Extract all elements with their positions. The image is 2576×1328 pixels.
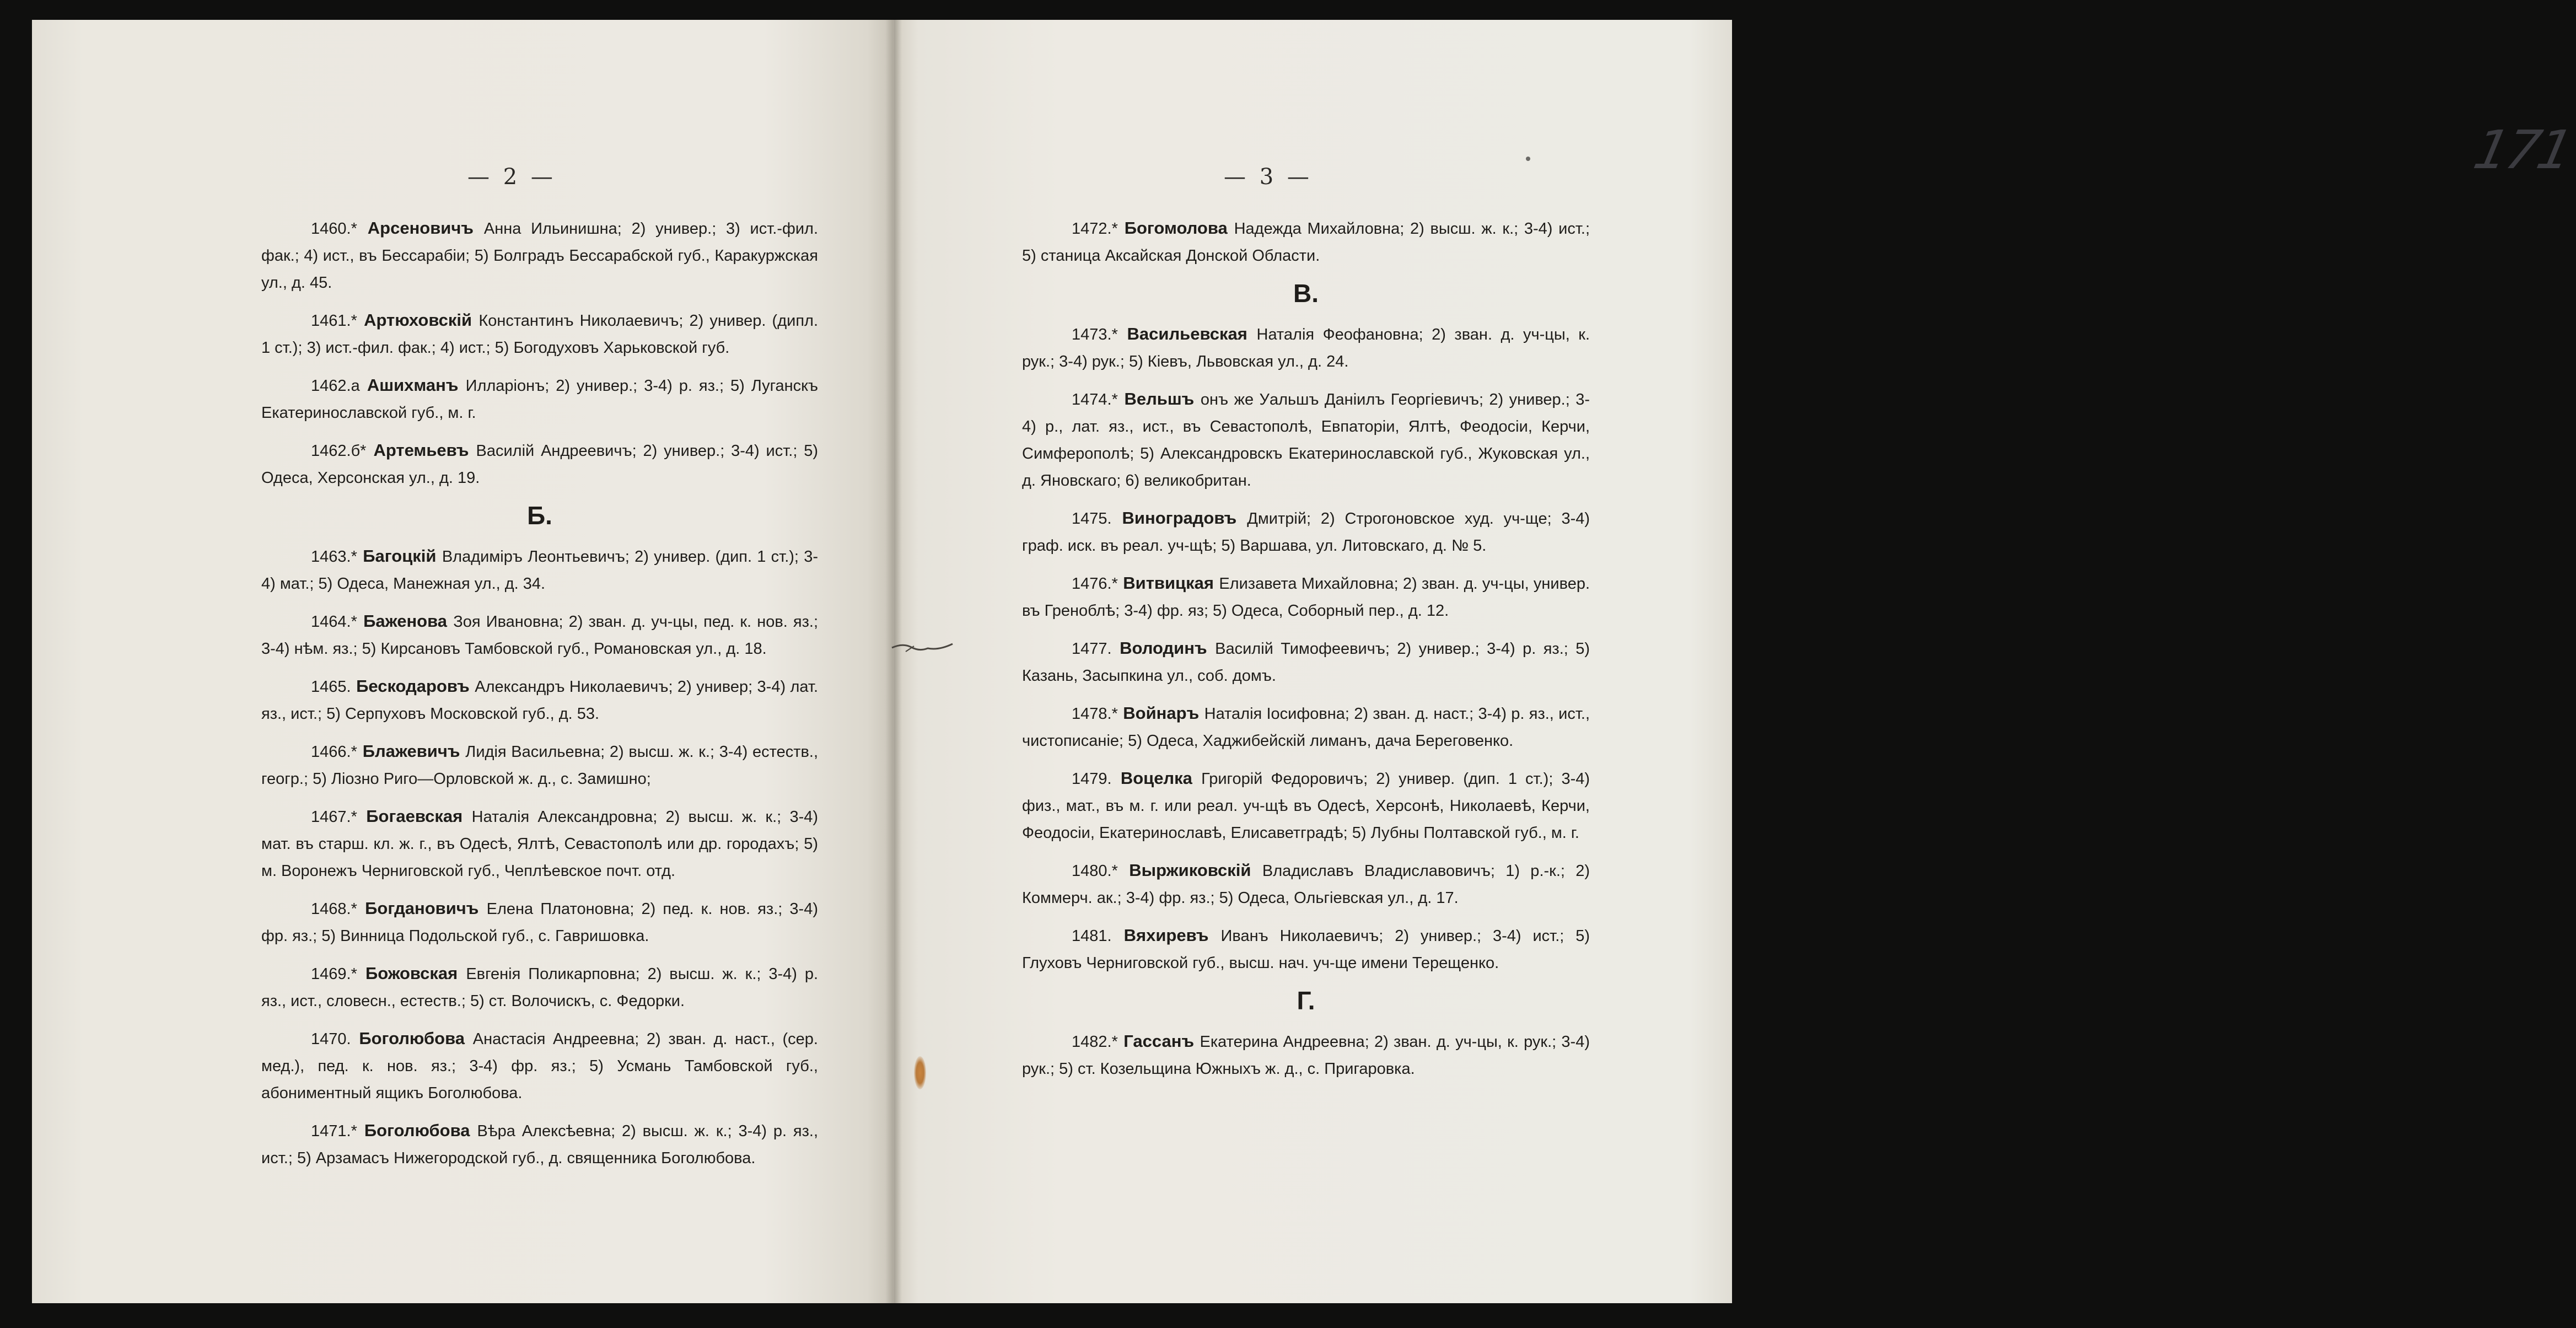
entry-surname: Ашихманъ	[367, 375, 459, 395]
register-entry	[1022, 570, 1590, 624]
register-entry	[1022, 700, 1590, 754]
entry-details: онъ же Уальшъ Даніилъ Георгіевичъ; 2) универ.; 3-4) р., лат. яз., ист., въ Севастополѣ, Евпаторіи, Ялтѣ, Феодосіи, Керчи, Симферополѣ; 5) Александровскъ Екатеринославской губ., Жуковская ул., д. Яновскаго; 6) великобритан.	[1022, 391, 1590, 490]
entry-details: Евгенія Поликарповна; 2) высш. ж. к.; 3-4) р. яз., ист., словесн., естеств.; 5) ст. Волочискъ, с. Федорки.	[261, 965, 819, 1010]
entry-number: 1473.*	[1072, 326, 1118, 343]
right-page-number: — 3 —	[1224, 164, 1313, 190]
entry-surname: Володинъ	[1120, 638, 1207, 658]
register-entry	[261, 673, 818, 727]
entry-details: Елена Платоновна; 2) пед. к. нов. яз.; 3-4) фр. яз.; 5) Винница Подольской губ., с. Гавришовка.	[261, 900, 818, 945]
entry-surname: Витвицкая	[1123, 573, 1214, 593]
right-column	[1022, 215, 1590, 1093]
register-entry	[261, 738, 818, 792]
register-entry	[261, 960, 818, 1014]
entry-surname: Войнаръ	[1123, 703, 1200, 723]
entry-surname: Виноградовъ	[1122, 508, 1237, 528]
section-letter: Г.	[1297, 986, 1315, 1015]
entry-details: Анастасія Андреевна; 2) зван. д. наст., (сер. мед.), пед. к. нов. яз.; 3-4) фр. яз.; 5) Усмань Тамбовской губ., абониментный ящикъ Боголюбова.	[261, 1030, 818, 1102]
entry-number: 1481.	[1072, 927, 1112, 945]
entry-number: 1463.*	[311, 548, 357, 566]
register-entry	[261, 215, 818, 296]
entry-surname: Выржиковскій	[1129, 861, 1251, 880]
entry-number: 1475.	[1072, 510, 1112, 528]
register-entry	[261, 543, 818, 597]
entry-surname: Арсеновичъ	[367, 218, 474, 238]
entry-details: Григорій Федоровичъ; 2) универ. (дип. 1 ст.); 3-4) физ., мат., въ м. г. или реал. уч-щѣ въ Одесѣ, Херсонѣ, Николаевѣ, Керчи, Феодосіи, Екатеринославѣ, Елисаветградѣ; 5) Лубны Полтавской губ., м. г.	[1022, 770, 1590, 842]
entry-surname: Богаевская	[366, 807, 463, 826]
entry-number: 1470.	[311, 1030, 351, 1048]
entry-surname: Божовская	[365, 964, 458, 983]
entry-number: 1471.*	[311, 1122, 357, 1140]
register-entry	[261, 895, 818, 949]
entry-details: Владиславъ Владиславовичъ; 1) р.-к.; 2) Коммерч. ак.; 3-4) фр. яз.; 5) Одеса, Ольгіевская ул., д. 17.	[1022, 862, 1590, 907]
entry-number: 1472.*	[1072, 220, 1118, 238]
entry-number: 1482.*	[1072, 1033, 1118, 1051]
register-entry	[1022, 1028, 1590, 1082]
entry-surname: Боголюбова	[364, 1121, 470, 1140]
scan-frame	[32, 20, 2576, 1303]
section-letter: Б.	[527, 501, 552, 530]
register-entry	[261, 608, 818, 662]
entry-details: Надежда Михайловна; 2) высш. ж. к.; 3-4) ист.; 5) станица Аксайская Донской Области.	[1022, 220, 1590, 265]
entry-number: 1480.*	[1072, 862, 1118, 880]
entry-surname: Гассанъ	[1123, 1031, 1195, 1051]
register-entry	[1022, 922, 1590, 976]
entry-details: Василій Тимофеевичъ; 2) универ.; 3-4) р. яз.; 5) Казань, Засыпкина ул., соб. домъ.	[1022, 640, 1590, 685]
entry-details: Наталія Іосифовна; 2) зван. д. наст.; 3-4) р. яз., ист., чистописаніе; 5) Одеса, Хаджибейскій лиманъ, дача Береговенко.	[1022, 705, 1590, 750]
section-letter: В.	[1293, 279, 1319, 308]
entry-surname: Баженова	[363, 611, 448, 631]
entry-number: 1479.	[1072, 770, 1112, 788]
entry-surname: Артемьевъ	[373, 440, 469, 460]
book-gutter	[885, 20, 902, 1303]
entry-surname: Артюховскій	[364, 310, 472, 330]
entry-details: Екатерина Андреевна; 2) зван. д. уч-цы, к. рук.; 3-4) рук.; 5) ст. Козельщина Южныхъ ж. д., с. Пригаровка.	[1022, 1033, 1590, 1078]
register-entry	[261, 372, 818, 426]
entry-number: 1462.б*	[311, 442, 367, 460]
entry-number: 1468.*	[311, 900, 357, 918]
register-entry	[1022, 215, 1590, 269]
ink-dot	[1526, 157, 1530, 161]
entry-details: Елизавета Михайловна; 2) зван. д. уч-цы, универ. въ Греноблѣ; 3-4) фр. яз; 5) Одеса, Соборный пер., д. 12.	[1022, 575, 1590, 620]
register-entry	[1022, 386, 1590, 494]
entry-surname: Богомолова	[1124, 218, 1228, 238]
entry-details: Зоя Ивановна; 2) зван. д. уч-цы, пед. к. нов. яз.; 3-4) нѣм. яз.; 5) Кирсановъ Тамбовской губ., Романовская ул., д. 18.	[261, 613, 819, 658]
register-entry	[1022, 765, 1590, 846]
entry-number: 1469.*	[311, 965, 357, 983]
register-entry	[261, 803, 818, 884]
entry-details: Наталія Александровна; 2) высш. ж. к.; 3-4) мат. въ старш. кл. ж. г., въ Одесѣ, Ялтѣ, Севастополѣ или др. городахъ; 5) м. Воронежъ Черниговской губ., Чеплѣевское почт. отд.	[261, 808, 819, 880]
entry-details: Константинъ Николаевичъ; 2) универ. (дипл. 1 ст.); 3) ист.-фил. фак.; 4) ист.; 5) Богодуховъ Харьковской губ.	[261, 312, 819, 357]
entry-details: Дмитрій; 2) Строгоновское худ. уч-ще; 3-4) граф. иск. въ реал. уч-щѣ; 5) Варшава, ул. Литовскаго, д. № 5.	[1022, 510, 1590, 555]
entry-surname: Боголюбова	[359, 1029, 465, 1048]
thread-stitch-icon	[889, 639, 955, 656]
entry-details: Илларіонъ; 2) универ.; 3-4) р. яз.; 5) Луганскъ Екатеринославской губ., м. г.	[261, 377, 818, 422]
entry-number: 1477.	[1072, 640, 1112, 658]
register-entry	[261, 1025, 818, 1106]
entry-surname: Бескодаровъ	[356, 676, 470, 696]
entry-details: Вѣра Алексѣевна; 2) высш. ж. к.; 3-4) р. яз., ист.; 5) Арзамасъ Нижегородской губ., д. священника Боголюбова.	[261, 1122, 819, 1167]
register-entry	[1022, 321, 1590, 375]
entry-number: 1474.*	[1072, 391, 1118, 408]
entry-details: Лидія Васильевна; 2) высш. ж. к.; 3-4) естеств., геогр.; 5) Ліозно Риго—Орловской ж. д., с. Замишно;	[261, 743, 818, 788]
entry-details: Василій Андреевичъ; 2) универ.; 3-4) ист.; 5) Одеса, Херсонская ул., д. 19.	[261, 442, 819, 487]
entry-details: Наталія Феофановна; 2) зван. д. уч-цы, к. рук.; 3-4) рук.; 5) Кіевъ, Львовская ул., д. 24.	[1022, 326, 1590, 370]
entry-number: 1464.*	[311, 613, 357, 631]
entry-details: Иванъ Николаевичъ; 2) универ.; 3-4) ист.; 5) Глуховъ Черниговской губ., высш. нач. уч-ще имени Терещенко.	[1022, 927, 1590, 972]
entry-number: 1460.*	[311, 220, 357, 238]
entry-details: Владиміръ Леонтьевичъ; 2) универ. (дип. 1 ст.); 3-4) мат.; 5) Одеса, Манежная ул., д. 34.	[261, 548, 818, 593]
left-page-number: — 2 —	[467, 164, 556, 190]
entry-details: Александръ Николаевичъ; 2) универ; 3-4) лат. яз., ист.; 5) Серпуховъ Московской губ., д. 53.	[261, 678, 818, 723]
left-column	[261, 215, 818, 1182]
register-entry	[1022, 505, 1590, 559]
entry-surname: Вяхиревъ	[1123, 926, 1209, 945]
entry-surname: Богдановичъ	[365, 899, 479, 918]
entry-surname: Блажевичъ	[362, 741, 460, 761]
entry-number: 1461.*	[311, 312, 357, 330]
entry-number: 1466.*	[311, 743, 357, 761]
entry-number: 1478.*	[1072, 705, 1118, 723]
entry-surname: Воцелка	[1120, 768, 1192, 788]
entry-number: 1465.	[311, 678, 351, 696]
register-entry	[1022, 857, 1590, 911]
entry-details: Анна Ильинишна; 2) универ.; 3) ист.-фил. фак.; 4) ист., въ Бессарабіи; 5) Болградъ Бессарабской губ., Каракуржская ул., д. 45.	[261, 220, 819, 292]
register-entry	[261, 307, 818, 361]
entry-surname: Вельшъ	[1124, 389, 1195, 408]
register-entry	[1022, 635, 1590, 689]
folio-mark: 171	[2469, 119, 2576, 181]
register-entry	[261, 437, 818, 491]
entry-surname: Васильевская	[1127, 324, 1247, 343]
entry-number: 1476.*	[1072, 575, 1118, 593]
register-entry	[261, 1117, 818, 1171]
entry-surname: Багоцкій	[363, 546, 437, 566]
rust-stain-icon	[914, 1056, 926, 1089]
entry-number: 1467.*	[311, 808, 357, 826]
entry-number: 1462.а	[311, 377, 360, 395]
